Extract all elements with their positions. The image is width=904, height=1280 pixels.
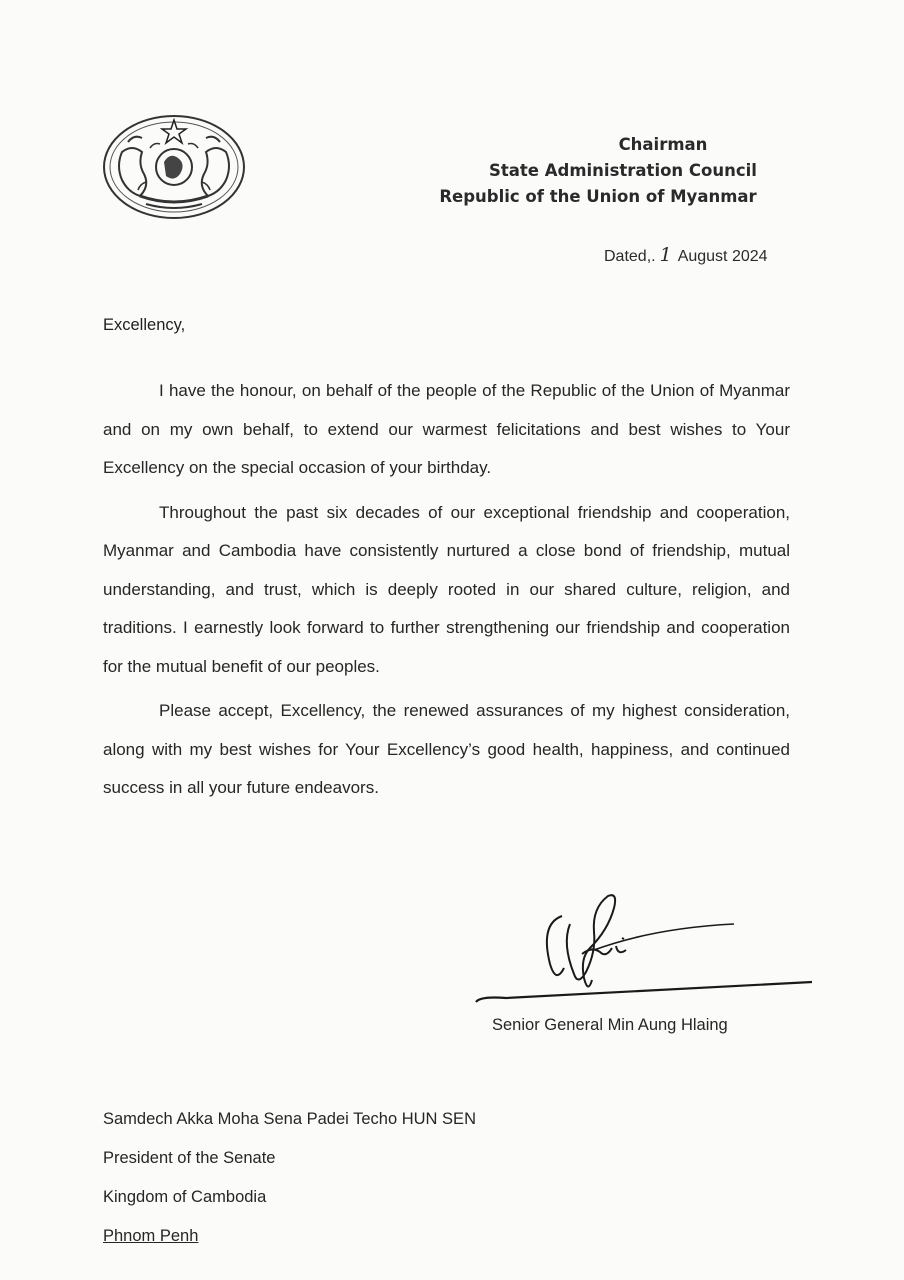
- header-republic: Republic of the Union of Myanmar: [439, 187, 757, 206]
- addressee-name: Samdech Akka Moha Sena Padei Techo HUN SEN: [103, 1110, 476, 1128]
- header-chairman: Chairman: [618, 135, 708, 154]
- paragraph-3: Please accept, Excellency, the renewed assurances of my highest consideration, along with my best wishes for Your Excellency’s good health, happiness, and continued success in all your future endeavors.: [103, 701, 790, 797]
- date-day: 1: [659, 244, 672, 266]
- state-seal-emblem-icon: [100, 112, 248, 222]
- addressee-title: President of the Senate: [103, 1149, 276, 1167]
- salutation: Excellency,: [103, 316, 186, 334]
- date-month-year: August 2024: [677, 248, 768, 265]
- paragraph-2: Throughout the past six decades of our exceptional friendship and cooperation, Myanmar and Cambodia have consistently nurtured a close bond of friendship, mutual understanding, and trust, which is deeply rooted in our shared culture, religion, and traditions. I earnestly look forward to further strengthening our friendship and cooperation for the mutual benefit of our peoples.: [103, 502, 790, 676]
- addressee-block: [103, 1100, 476, 1256]
- addressee-city: Phnom Penh: [103, 1227, 199, 1245]
- letter-body: [103, 372, 790, 814]
- header-council: State Administration Council: [489, 161, 757, 180]
- paragraph-1: I have the honour, on behalf of the people of the Republic of the Union of Myanmar and on my own behalf, to extend our warmest felicitations and best wishes to Your Excellency on the special occasion of your birthday.: [103, 381, 790, 477]
- date-prefix: Dated,.: [604, 248, 656, 265]
- signer-name: Senior General Min Aung Hlaing: [492, 1016, 728, 1034]
- addressee-country: Kingdom of Cambodia: [103, 1188, 267, 1206]
- letter-date: [604, 244, 768, 266]
- handwritten-signature: [470, 880, 820, 1010]
- sender-header: [388, 132, 808, 210]
